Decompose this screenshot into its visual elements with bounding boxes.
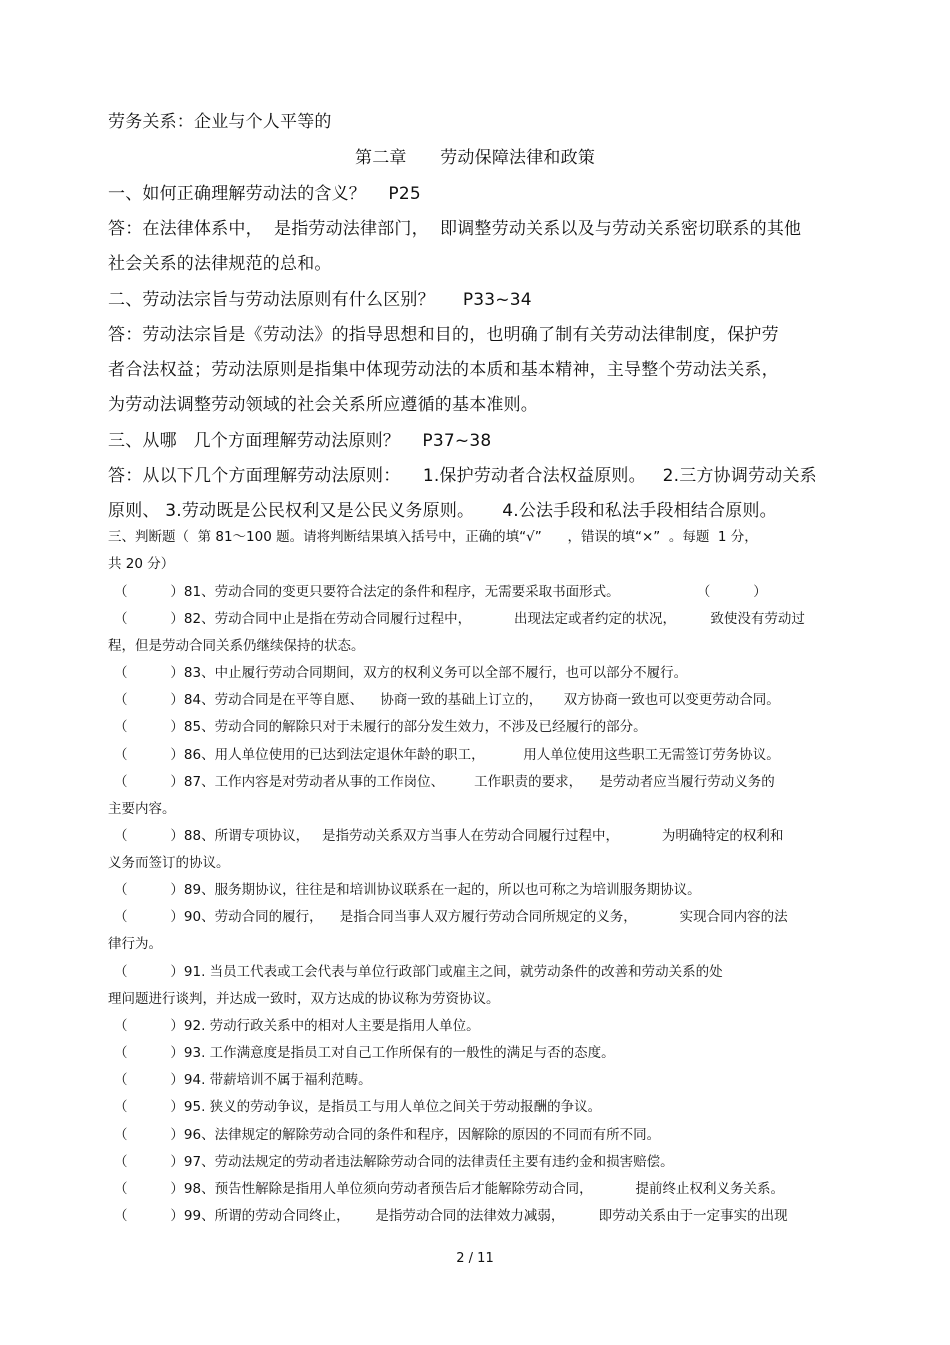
answer-1-line-2: 社会关系的法律规范的总和。 bbox=[108, 254, 332, 274]
page-number: 2 / 11 bbox=[456, 1251, 494, 1266]
judgment-item: （ ）90、劳动合同的履行， 是指合同当事人双方履行劳动合同所规定的义务， 实现合同内容的法 bbox=[114, 909, 788, 925]
question-1: 一、如何正确理解劳动法的含义？ P25 bbox=[108, 184, 421, 204]
judgment-item: （ ）99、所谓的劳动合同终止， 是指劳动合同的法律效力减弱， 即劳动关系由于一定事实的出现 bbox=[114, 1208, 788, 1224]
judgment-item: （ ）85、劳动合同的解除只对于未履行的部分发生效力，不涉及已经履行的部分。 bbox=[114, 719, 647, 735]
judgment-item: （ ）82、劳动合同中止是指在劳动合同履行过程中， 出现法定或者约定的状况， 致使没有劳动过 bbox=[114, 611, 805, 627]
chapter-title: 第二章 劳动保障法律和政策 bbox=[355, 148, 596, 168]
question-2: 二、劳动法宗旨与劳动法原则有什么区别？ P33~34 bbox=[108, 290, 532, 310]
answer-2-line-3: 为劳动法调整劳动领域的社会关系所应遵循的基本准则。 bbox=[108, 395, 538, 415]
judgment-item: （ ）95. 狭义的劳动争议，是指员工与用人单位之间关于劳动报酬的争议。 bbox=[114, 1099, 602, 1115]
judgment-item: （ ）91. 当员工代表或工会代表与单位行政部门或雇主之间，就劳动条件的改善和劳动关系的处 bbox=[114, 964, 723, 980]
judgment-item: （ ）86、用人单位使用的已达到法定退休年龄的职工， 用人单位使用这些职工无需签订劳务协议。 bbox=[114, 747, 780, 763]
judgment-item: （ ）96、法律规定的解除劳动合同的条件和程序，因解除的原因的不同而有所不同。 bbox=[114, 1127, 661, 1143]
judgment-item: 主要内容。 bbox=[108, 801, 176, 817]
judgment-item: （ ）89、服务期协议，往往是和培训协议联系在一起的，所以也可称之为培训服务期协议。 bbox=[114, 882, 701, 898]
answer-2-line-2: 者合法权益；劳动法原则是指集中体现劳动法的本质和基本精神，主导整个劳动法关系， bbox=[108, 360, 779, 380]
judgment-item: （ ）98、预告性解除是指用人单位须向劳动者预告后才能解除劳动合同， 提前终止权利义务关系。 bbox=[114, 1181, 785, 1197]
judgment-item: 律行为。 bbox=[108, 936, 162, 952]
judgment-item: （ ）84、劳动合同是在平等自愿、 协商一致的基础上订立的， 双方协商一致也可以变更劳动合同。 bbox=[114, 692, 780, 708]
answer-2-line-1: 答：劳动法宗旨是《劳动法》的指导思想和目的，也明确了制有关劳动法律制度，保护劳 bbox=[108, 325, 779, 345]
judgment-item: （ ）88、所谓专项协议， 是指劳动关系双方当事人在劳动合同履行过程中， 为明确特定的权利和 bbox=[114, 828, 784, 844]
judgment-item: 义务而签订的协议。 bbox=[108, 855, 230, 871]
judgment-item: （ ）81、劳动合同的变更只要符合法定的条件和程序，无需要采取书面形式。 （ ） bbox=[114, 584, 767, 600]
answer-3-line-1: 答：从以下几个方面理解劳动法原则： 1.保护劳动者合法权益原则。 2.三方协调劳动关系 bbox=[108, 466, 817, 486]
judgment-header-line-2: 共 20 分） bbox=[108, 556, 175, 572]
judgment-item: （ ）87、工作内容是对劳动者从事的工作岗位、 工作职责的要求， 是劳动者应当履行劳动义务的 bbox=[114, 774, 775, 790]
answer-3-line-2: 原则、 3.劳动既是公民权利又是公民义务原则。 4.公法手段和私法手段相结合原则。 bbox=[108, 501, 777, 521]
judgment-item: （ ）94. 带薪培训不属于福利范畴。 bbox=[114, 1072, 372, 1088]
judgment-item: （ ）93. 工作满意度是指员工对自己工作所保有的一般性的满足与否的态度。 bbox=[114, 1045, 615, 1061]
judgment-item: 程，但是劳动合同关系仍继续保持的状态。 bbox=[108, 638, 365, 654]
judgment-item: （ ）92. 劳动行政关系中的相对人主要是指用人单位。 bbox=[114, 1018, 480, 1034]
intro-line: 劳务关系：企业与个人平等的 bbox=[108, 112, 332, 132]
judgment-header-line-1: 三、判断题（ 第 81～100 题。请将判断结果填入括号中，正确的填“√” ，错误的填“×” 。每题 1 分， bbox=[108, 529, 758, 545]
judgment-item: 理问题进行谈判，并达成一致时，双方达成的协议称为劳资协议。 bbox=[108, 991, 500, 1007]
answer-1-line-1: 答：在法律体系中， 是指劳动法律部门， 即调整劳动关系以及与劳动关系密切联系的其他 bbox=[108, 219, 802, 239]
question-3: 三、从哪 几个方面理解劳动法原则？ P37~38 bbox=[108, 431, 492, 451]
judgment-item: （ ）83、中止履行劳动合同期间，双方的权利义务可以全部不履行，也可以部分不履行。 bbox=[114, 665, 688, 681]
judgment-item: （ ）97、劳动法规定的劳动者违法解除劳动合同的法律责任主要有违约金和损害赔偿。 bbox=[114, 1154, 674, 1170]
